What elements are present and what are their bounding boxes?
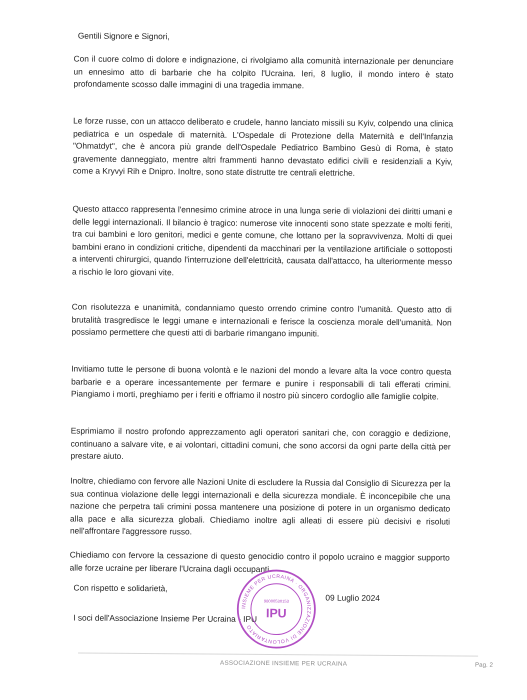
paragraph-8: Chiediamo con fervore la cessazione di questo genocidio contro il popolo ucraino e maggior supporto alle forze ucraine per liberare l'Ucraina dagli occupanti. [69, 549, 450, 574]
signature-line: I soci dell'Associazione Insieme Per Ucraina - IPU [73, 612, 258, 624]
paragraph-1: Con il cuore colmo di dolore e indignazione, ci rivolgiamo alla comunità internazionale per denunciare un ennesimo atto di barbarie che ha colpito l'Ucraina. Ieri, 8 luglio, il mondo intero è stato profondamente scosso dalle immagini di una tragedia immane. [73, 53, 454, 91]
letter-date: 09 Luglio 2024 [325, 592, 380, 603]
footer-divider [78, 653, 478, 657]
paragraph-3: Questo attacco rappresenta l'ennesimo crimine atroce in una lunga serie di violazioni dei diritti umani e delle leggi internazionali. Il bilancio è tragico: numerose vite innocenti sono state spezzate e molti feriti, tra cui bambini e loro genitori, medici e gente comune, che lottano per la sopravvivenza. Molti di quei bambini erano in condizioni critiche, dipendenti da macchinari per la ventilazione artificiale o sottoposti a interventi chirurgici, quando l'interruzione dell'elettricità, causata dall'attacco, ha ulteriormente messo a rischio le loro giovani vite. [71, 203, 453, 277]
stamp-code: 98000530153 [263, 598, 289, 604]
paragraph-4: Con risolutezza e unanimità, condanniamo questo orrendo crimine contro l'umanità. Questo atto di brutalità trasgredisce le leggi umane e internazionali e ferisce la coscienza morale dell'umanità. Non possiamo permettere che questi atti di barbarie rimangano impuniti. [71, 301, 452, 339]
closing-line: Con rispetto e solidarietà, [73, 582, 168, 594]
paragraph-2: Le forze russe, con un attacco deliberato e crudele, hanno lanciato missili su Kyiv, colpendo una clinica pediatrica e un ospedale di maternità. L'Ospedale di Protezione della Maternità e dell'Infanzia "Ohmatdyt", che è ancora più grande dell'Ospedale Pediatrico Bambino Gesù di Roma, è stato gravemente danneggiato, mentre altri frammenti hanno devastato edifici civili e residenziali a Kyiv, come a Kryvyi Rih e Dnipro. Inoltre, sono state distrutte tre centrali elettriche. [72, 115, 454, 178]
page-footer [0, 658, 527, 676]
paragraph-7: Inoltre, chiediamo con fervore alle Nazioni Unite di escludere la Russia dal Consiglio di Sicurezza per la sua continua violazione delle leggi internazionali e della sicurezza mondiale. È inconcepibile che una nazione che perpetra tali crimini possa mantenere una posizione di potere in un organismo dedicato alla pace e alla sicurezza globali. Chiediamo inoltre agli alleati di essere più decisivi e risoluti nell'affrontare l'aggressore russo. [69, 475, 451, 537]
association-stamp [235, 568, 318, 651]
footer-organization: ASSOCIAZIONE INSIEME PER UCRAINA [220, 659, 348, 668]
salutation: Gentili Signore e Signori, [77, 30, 170, 42]
paragraph-5: Invitiamo tutte le persone di buona volontà e le nazioni del mondo a levare alta la voce contro questa barbarie e a operare incessantemente per fermare e punire i responsabili di tali efferati crimini. Piangiamo i morti, preghiamo per i feriti e offriamo il nostro più sincero cordoglio alle famiglie colpite. [71, 363, 452, 402]
stamp-ring-text: INSIEME PER UCRAINA · ORGANIZZAZIONE DI VOLONTARIATO [241, 573, 312, 645]
paragraph-6: Esprimiamo il nostro profondo apprezzamento agli operatori sanitari che, con coraggio e dedizione, continuano a salvare vite, e ai volontari, cittadini comuni, che sono accorsi da ogni parte della città per prestare aiuto. [70, 425, 451, 461]
letter-body [0, 16, 527, 645]
footer-page-number: Pag. 2 [474, 661, 493, 669]
stamp-logo: IPU [266, 606, 287, 621]
